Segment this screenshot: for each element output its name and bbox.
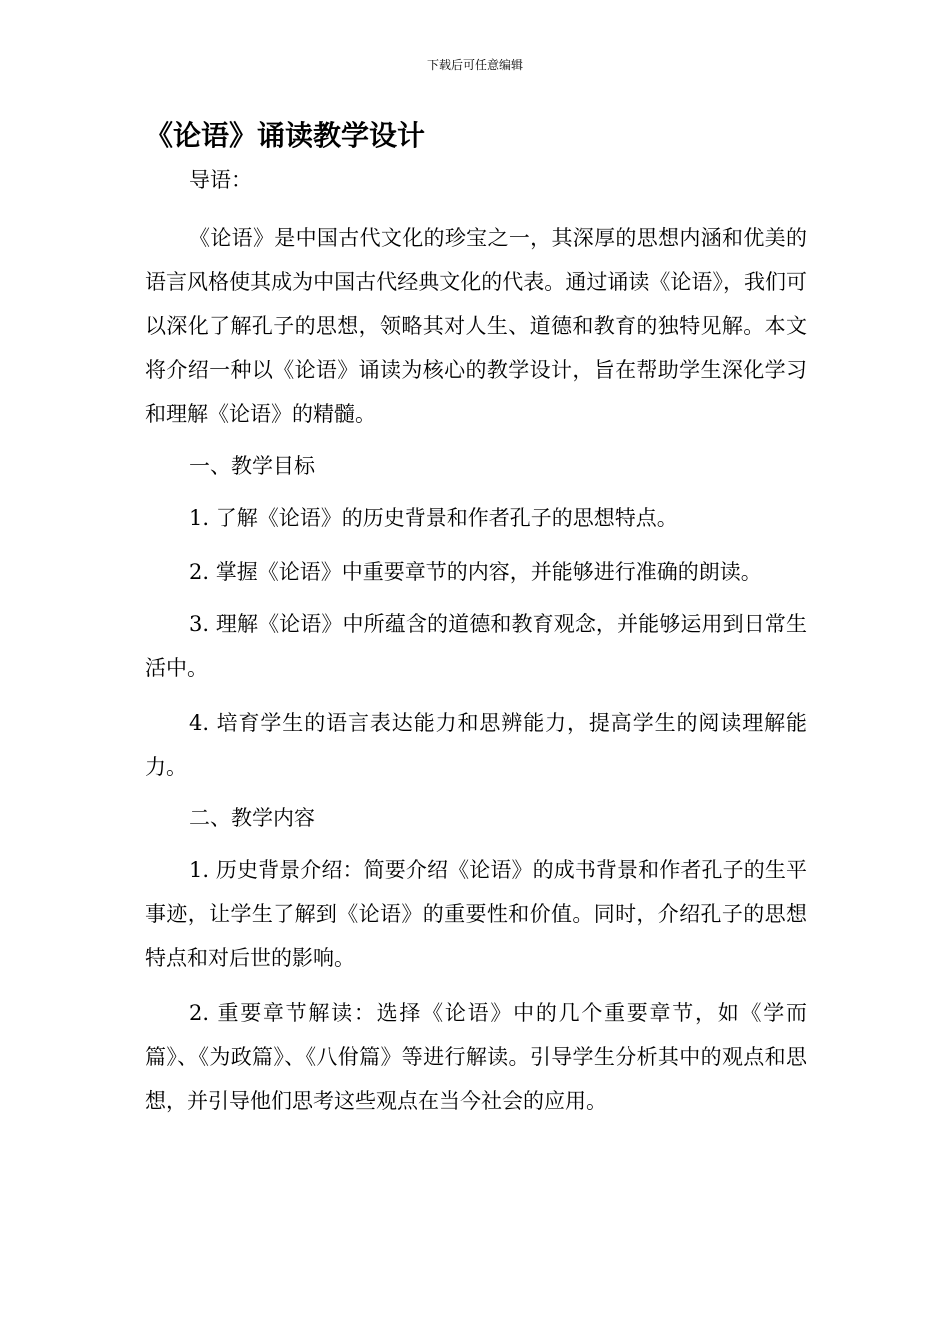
section-heading-objectives: 一、教学目标 <box>189 454 315 478</box>
intro-paragraph: 《论语》是中国古代文化的珍宝之一，其深厚的思想内涵和优美的语言风格使其成为中国古代经典文化的代表。通过诵读《论语》，我们可以深化了解孔子的思想，领略其对人生、道德和教育的独特见解。本文将介绍一种以《论语》诵读为核心的教学设计，旨在帮助学生深化学习和理解《论语》的精髓。 <box>145 226 807 426</box>
document-title: 《论语》诵读教学设计 <box>145 119 426 152</box>
objective-item-1: 1. 了解《论语》的历史背景和作者孔子的思想特点。 <box>189 506 678 530</box>
content-item-1: 1. 历史背景介绍：简要介绍《论语》的成书背景和作者孔子的生平事迹，让学生了解到《论语》的重要性和价值。同时，介绍孔子的思想特点和对后世的影响。 <box>145 858 807 970</box>
section-heading-content: 二、教学内容 <box>189 806 315 830</box>
objective-item-4: 4. 培育学生的语言表达能力和思辨能力，提高学生的阅读理解能力。 <box>145 711 807 779</box>
header-note: 下载后可任意编辑 <box>426 58 523 72</box>
intro-label: 导语： <box>189 168 252 192</box>
objective-item-2: 2. 掌握《论语》中重要章节的内容，并能够进行准确的朗读。 <box>189 560 762 584</box>
objective-item-3: 3. 理解《论语》中所蕴含的道德和教育观念，并能够运用到日常生活中。 <box>145 612 807 680</box>
content-item-2: 2. 重要章节解读：选择《论语》中的几个重要章节，如《学而篇》、《为政篇》、《八佾篇》等进行解读。引导学生分析其中的观点和思想，并引导他们思考这些观点在当今社会的应用。 <box>145 1001 807 1113</box>
